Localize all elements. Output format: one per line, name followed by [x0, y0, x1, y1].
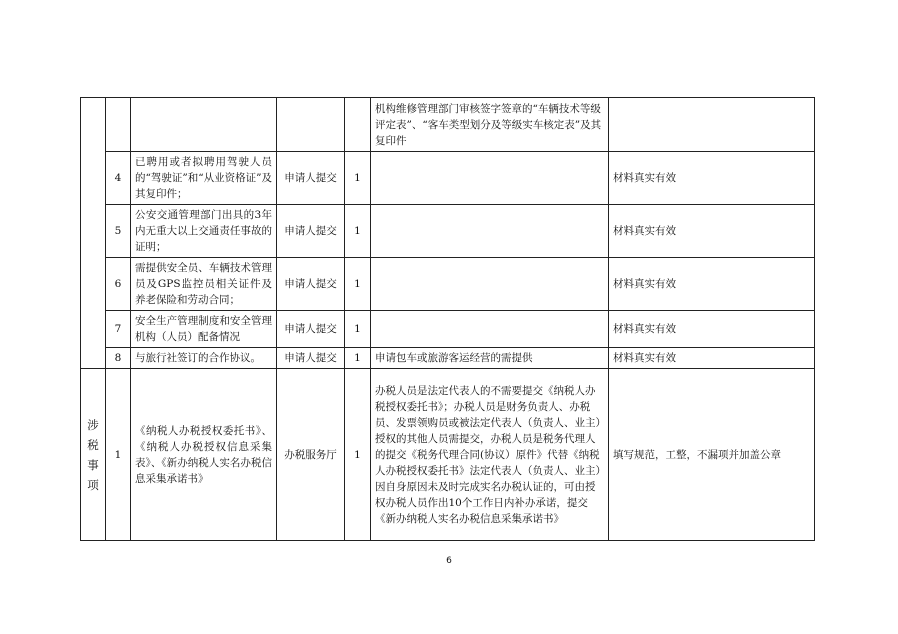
row-number: 1: [106, 369, 131, 541]
material-requirement: 材料真实有效: [609, 152, 815, 205]
submit-method: [277, 98, 345, 152]
submit-method: 申请人提交: [277, 348, 345, 369]
material-name: 已聘用或者拟聘用驾驶人员的“驾驶证”和“从业资格证”及其复印件；: [131, 152, 277, 205]
copy-count: 1: [345, 152, 371, 205]
material-note: [371, 152, 609, 205]
table-row: [81, 98, 815, 152]
row-number: 6: [106, 258, 131, 311]
copy-count: 1: [345, 348, 371, 369]
material-note: [371, 205, 609, 258]
material-note: 申请包车或旅游客运经营的需提供: [371, 348, 609, 369]
table-row: [81, 311, 815, 348]
category-cell-empty: [81, 98, 106, 369]
material-requirement: 材料真实有效: [609, 348, 815, 369]
table-row: [81, 152, 815, 205]
category-char: 涉: [87, 417, 99, 432]
copy-count: 1: [345, 258, 371, 311]
submit-method: 办税服务厅: [277, 369, 345, 541]
submit-method: 申请人提交: [277, 311, 345, 348]
material-requirement: 材料真实有效: [609, 311, 815, 348]
category-char: 事: [87, 457, 99, 472]
category-tax-matters: [81, 369, 106, 541]
table-row: [81, 348, 815, 369]
material-note: 机构维修管理部门审核签字签章的“车辆技术等级评定表”、“客车类型划分及等级实车核定表”及其复印件: [371, 98, 609, 152]
category-char: 税: [87, 437, 99, 452]
material-note: 办税人员是法定代表人的不需要提交《纳税人办税授权委托书》；办税人员是财务负责人、办税员、发票领购员或被法定代表人（负责人、业主）授权的其他人员需提交，办税人员是税务代理人的提交《税务代理合同(协议）原件》代替《纳税人办税授权委托书》法定代表人（负责人、业主）因自身原因未及时完成实名办税认证的，可由授权办税人员作出10个工作日内补办承诺，提交《新办纳税人实名办税信息采集承诺书》: [371, 369, 609, 541]
copy-count: 1: [345, 369, 371, 541]
table-row: [81, 258, 815, 311]
material-name: 公安交通管理部门出具的3年内无重大以上交通责任事故的证明；: [131, 205, 277, 258]
material-requirement: 材料真实有效: [609, 205, 815, 258]
material-name: 需提供安全员、车辆技术管理员及GPS监控员相关证件及养老保险和劳动合同；: [131, 258, 277, 311]
table-row: [81, 369, 815, 541]
category-char: 项: [87, 477, 99, 492]
submit-method: 申请人提交: [277, 258, 345, 311]
material-name: 与旅行社签订的合作协议。: [131, 348, 277, 369]
material-note: [371, 258, 609, 311]
row-number: [106, 98, 131, 152]
copy-count: [345, 98, 371, 152]
row-number: 7: [106, 311, 131, 348]
submit-method: 申请人提交: [277, 205, 345, 258]
copy-count: 1: [345, 205, 371, 258]
submit-method: 申请人提交: [277, 152, 345, 205]
material-name: 《纳税人办税授权委托书》、《纳税人办税授权信息采集表》、《新办纳税人实名办税信息采集承诺书》: [131, 369, 277, 541]
material-requirement: [609, 98, 815, 152]
row-number: 5: [106, 205, 131, 258]
copy-count: 1: [345, 311, 371, 348]
material-name: [131, 98, 277, 152]
table-row: [81, 205, 815, 258]
page-number: 6: [446, 556, 452, 566]
row-number: 4: [106, 152, 131, 205]
material-name: 安全生产管理制度和安全管理机构（人员）配备情况: [131, 311, 277, 348]
material-requirement: 填写规范，工整，不漏项并加盖公章: [609, 369, 815, 541]
material-note: [371, 311, 609, 348]
materials-table: [80, 97, 815, 541]
row-number: 8: [106, 348, 131, 369]
material-requirement: 材料真实有效: [609, 258, 815, 311]
